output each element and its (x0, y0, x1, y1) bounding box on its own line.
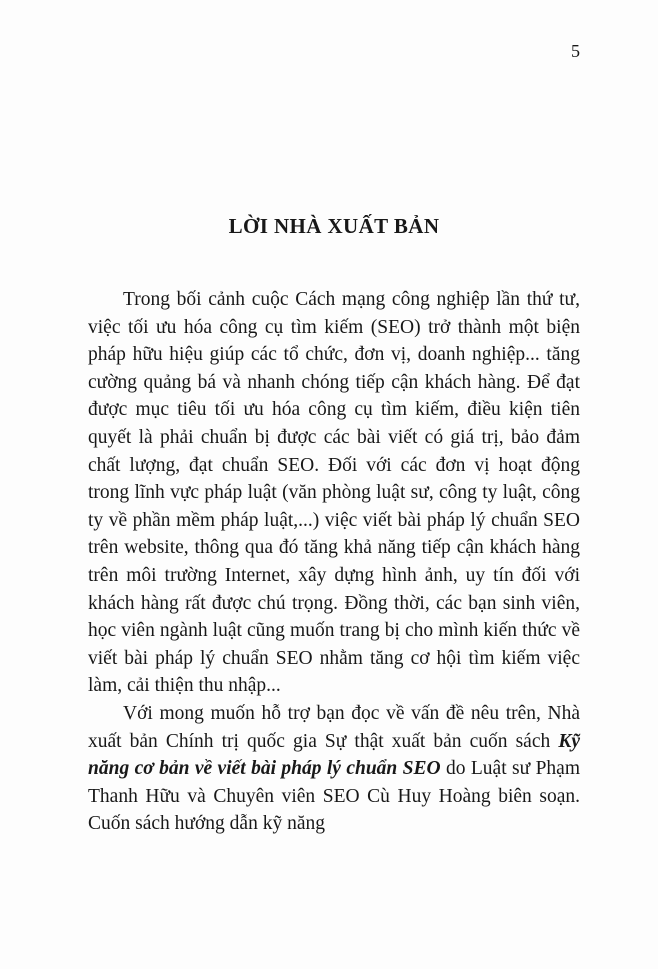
page-number: 5 (571, 41, 580, 61)
paragraph-1: Trong bối cảnh cuộc Cách mạng công nghiệp lần thứ tư, việc tối ưu hóa công cụ tìm kiếm (SEO) trở thành một biện pháp hữu hiệu giúp các tổ chức, đơn vị, doanh nghiệp... tăng cường quảng bá và nhanh chóng tiếp cận khách hàng. Để đạt được mục tiêu tối ưu hóa công cụ tìm kiếm, điều kiện tiên quyết là phải chuẩn bị được các bài viết có giá trị, bảo đảm chất lượng, đạt chuẩn SEO. Đối với các đơn vị hoạt động trong lĩnh vực pháp luật (văn phòng luật sư, công ty luật, công ty về phần mềm pháp luật,...) việc viết bài pháp lý chuẩn SEO trên website, thông qua đó tăng khả năng tiếp cận khách hàng trên môi trường Internet, xây dựng hình ảnh, uy tín đối với khách hàng rất được chú trọng. Đồng thời, các bạn sinh viên, học viên ngành luật cũng muốn trang bị cho mình kiến thức về viết bài pháp lý chuẩn SEO nhằm tăng cơ hội tìm kiếm việc làm, cải thiện thu nhập... (88, 289, 580, 697)
paragraph-2-tail: do Luật sư Phạm Thanh Hữu và Chuyên viên SEO Cù Huy Hoàng biên soạn. Cuốn sách hướng dẫn kỹ năng (88, 758, 580, 835)
chapter-title: LỜI NHÀ XUẤT BẢN (228, 214, 440, 238)
paragraph-2 (88, 700, 580, 838)
body-text (88, 286, 580, 838)
book-title-emphasis: Kỹ năng cơ bản về viết bài pháp lý chuẩn SEO (88, 730, 580, 780)
paragraph-2-lead: Với mong muốn hỗ trợ bạn đọc về vấn đề nêu trên, Nhà xuất bản Chính trị quốc gia Sự thật xuất bản cuốn sách (88, 702, 580, 752)
